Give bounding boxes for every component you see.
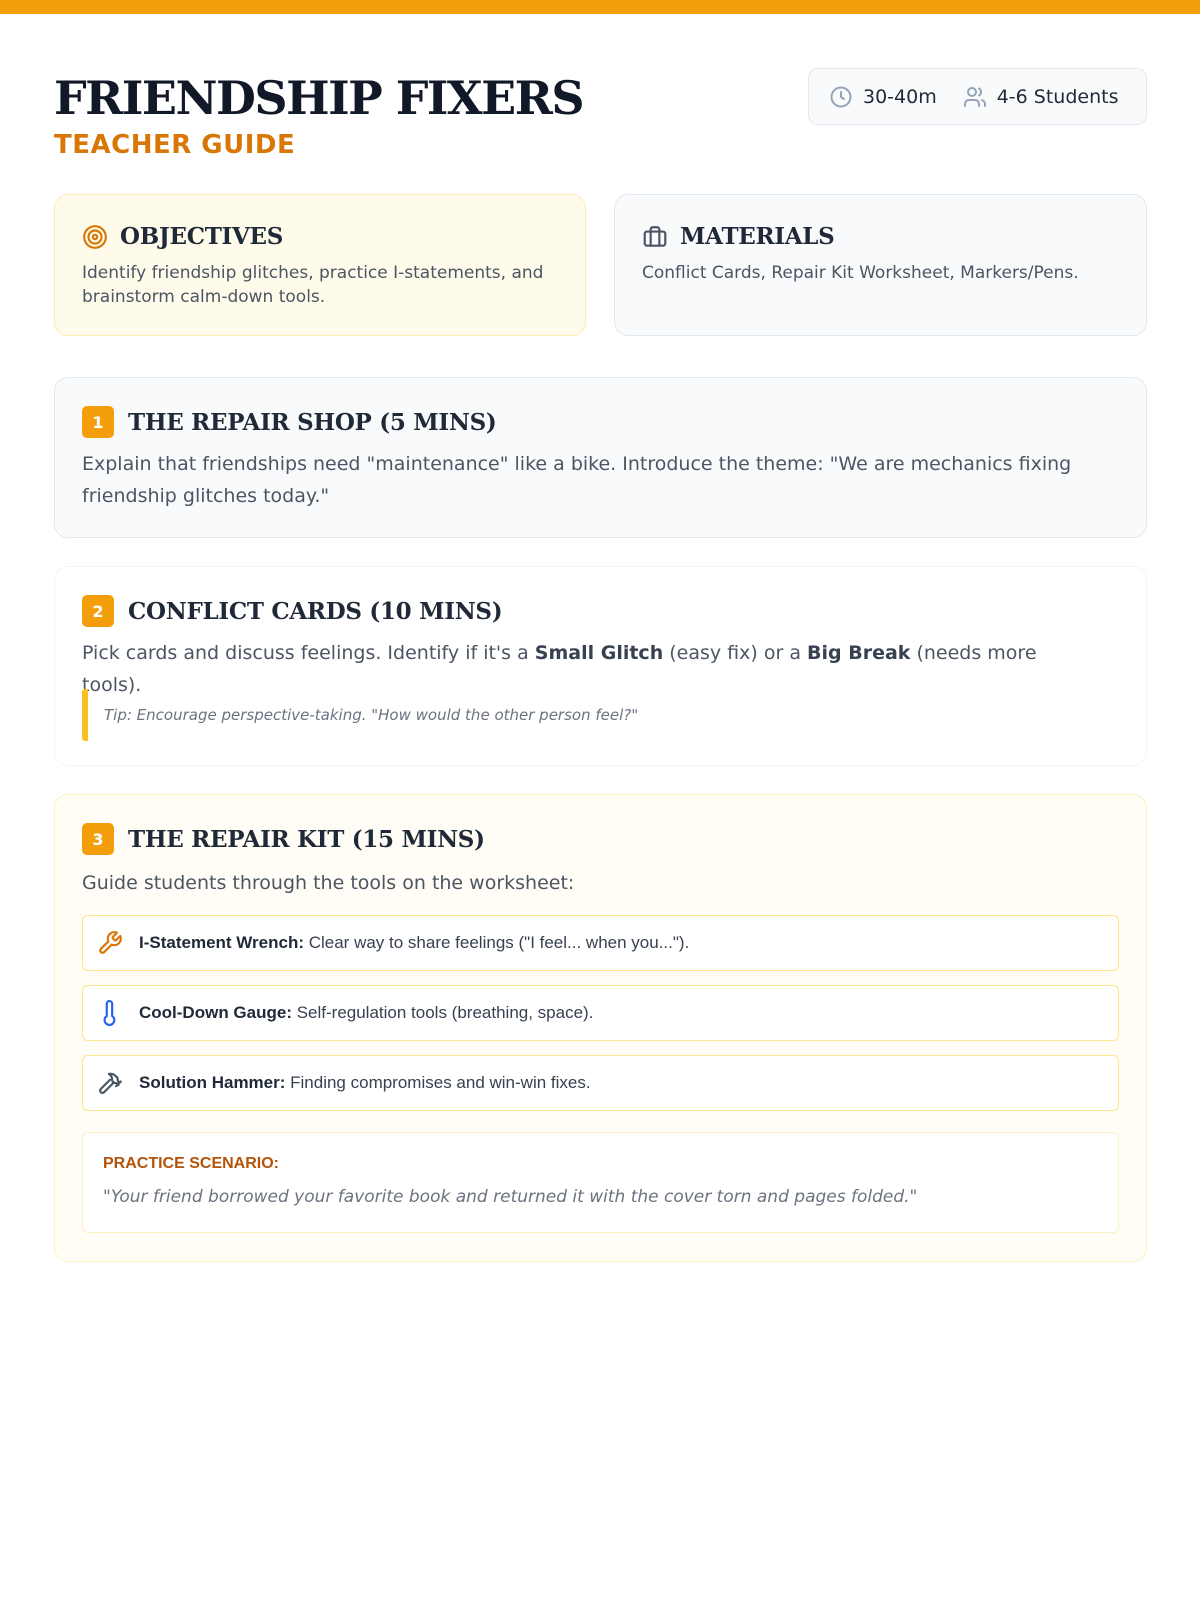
tool-gauge-desc: Self-regulation tools (breathing, space). (291, 1003, 594, 1022)
tool-gauge (82, 985, 1119, 1041)
materials-card (614, 194, 1147, 336)
step-3-card (54, 794, 1147, 1262)
step-2-card (54, 566, 1147, 766)
tool-wrench-desc: Clear way to share feelings ("I feel... when you..."). (304, 933, 690, 952)
small-glitch-term: Small Glitch (534, 642, 664, 664)
step-3-header (82, 823, 485, 855)
briefcase-icon (642, 224, 668, 250)
step-3-title: THE REPAIR KIT (15 MINS) (128, 825, 485, 853)
scenario-label: PRACTICE SCENARIO: (103, 1155, 280, 1172)
header (54, 70, 1147, 170)
practice-scenario (82, 1132, 1119, 1233)
target-icon (82, 224, 108, 250)
objectives-text: Identify friendship glitches, practice I-statements, and brainstorm calm-down tools. (82, 263, 544, 307)
tool-hammer-desc: Finding compromises and win-win fixes. (285, 1073, 591, 1092)
step-1-badge: 1 (82, 406, 114, 438)
tool-hammer (82, 1055, 1119, 1111)
objectives-header (82, 223, 283, 250)
step-2-text-after: (needs more tools). (82, 642, 1037, 696)
materials-header (642, 223, 835, 250)
page-subtitle: TEACHER GUIDE (54, 130, 296, 160)
tool-gauge-text (139, 1003, 593, 1023)
lesson-meta (808, 68, 1147, 125)
users-icon (963, 85, 987, 109)
step-2-text-before: Pick cards and discuss feelings. Identify if it's a (82, 642, 535, 664)
thermometer-icon (97, 1000, 123, 1026)
big-break-term: Big Break (807, 642, 911, 664)
step-2-title: CONFLICT CARDS (10 MINS) (128, 597, 503, 625)
top-accent-bar (0, 0, 1200, 14)
step-3-badge: 3 (82, 823, 114, 855)
step-3-text: Guide students through the tools on the worksheet: (82, 872, 575, 894)
step-1-text: Explain that friendships need "maintenance" like a bike. Introduce the theme: "We are mechanics fixing friendship glitches today." (82, 453, 1072, 507)
tool-wrench-text (139, 933, 689, 953)
hammer-icon (97, 1070, 123, 1096)
tool-wrench (82, 915, 1119, 971)
clock-icon (829, 85, 853, 109)
tool-wrench-name: I-Statement Wrench: (139, 933, 304, 952)
objectives-heading: OBJECTIVES (120, 223, 284, 250)
tool-hammer-name: Solution Hammer: (139, 1073, 286, 1092)
materials-heading: MATERIALS (680, 223, 835, 250)
duration-text: 30-40m (863, 85, 937, 108)
duration-meta (829, 85, 937, 109)
step-2-badge: 2 (82, 595, 114, 627)
step-1-header (82, 406, 496, 438)
step-1-card (54, 377, 1147, 538)
materials-text: Conflict Cards, Repair Kit Worksheet, Markers/Pens. (642, 263, 1079, 283)
step-1-title: THE REPAIR SHOP (5 MINS) (128, 408, 497, 436)
group-size-meta (963, 85, 1119, 109)
wrench-icon (97, 930, 123, 956)
group-size-text: 4-6 Students (996, 85, 1119, 108)
step-2-header (82, 595, 502, 627)
tool-hammer-text (139, 1073, 591, 1093)
step-2-tip: Tip: Encourage perspective-taking. "How would the other person feel?" (82, 689, 1092, 741)
tool-gauge-name: Cool-Down Gauge: (139, 1003, 292, 1022)
scenario-text: "Your friend borrowed your favorite book and returned it with the cover torn and pages folded." (103, 1187, 918, 1207)
step-2-text-middle: (easy fix) or a (663, 642, 808, 664)
page-title: FRIENDSHIP FIXERS (54, 71, 584, 125)
objectives-card (54, 194, 586, 336)
